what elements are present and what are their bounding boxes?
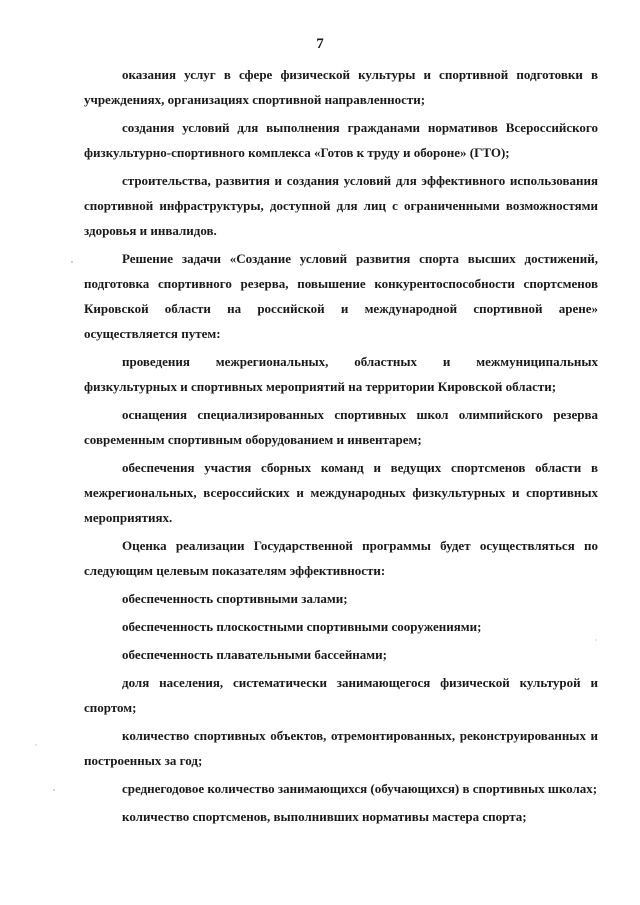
indicator-school-students: среднегодовое количество занимающихся (обучающихся) в спортивных школах; xyxy=(122,781,598,796)
indicator-pools: обеспеченность плавательными бассейнами; xyxy=(122,647,387,662)
paragraph-task-solution: Решение задачи «Создание условий развития спорта высших достижений, подготовка спортивного резерва, повышение конкурентоспособности спортсменов Кировской области на российской и международной спортивной арене» осуществляется путем: xyxy=(84,251,598,341)
indicator-population-share: доля населения, систематически занимающегося физической культурой и спортом; xyxy=(84,675,598,715)
page-number: 7 xyxy=(316,36,324,52)
paragraph-gto: создания условий для выполнения гражданами нормативов Всероссийского физкультурно-спортивного комплекса «Готов к труду и обороне» (ГТО); xyxy=(84,120,598,160)
document-body xyxy=(84,62,598,832)
indicator-facilities-count: количество спортивных объектов, отремонтированных, реконструированных и построенных за год; xyxy=(84,728,598,768)
paragraph-services: оказания услуг в сфере физической культуры и спортивной подготовки в учреждениях, организациях спортивной направленности; xyxy=(84,67,598,107)
paragraph-equipment: оснащения специализированных спортивных школ олимпийского резерва современным спортивным оборудованием и инвентарем; xyxy=(84,407,598,447)
indicator-flat-facilities: обеспеченность плоскостными спортивными сооружениями; xyxy=(122,619,482,634)
paragraph-participation: обеспечения участия сборных команд и ведущих спортсменов области в межрегиональных, всероссийских и международных физкультурных и спортивных мероприятиях. xyxy=(84,460,598,525)
indicator-masters-of-sport: количество спортсменов, выполнивших нормативы мастера спорта; xyxy=(122,809,527,824)
paragraph-events: проведения межрегиональных, областных и межмуниципальных физкультурных и спортивных мероприятий на территории Кировской области; xyxy=(84,354,598,394)
paragraph-infrastructure: строительства, развития и создания условий для эффективного использования спортивной инфраструктуры, доступной для лиц с ограниченными возможностями здоровья и инвалидов. xyxy=(84,173,598,238)
paragraph-evaluation: Оценка реализации Государственной программы будет осуществляться по следующим целевым показателям эффективности: xyxy=(84,538,598,578)
indicator-sport-halls: обеспеченность спортивными залами; xyxy=(122,591,348,606)
